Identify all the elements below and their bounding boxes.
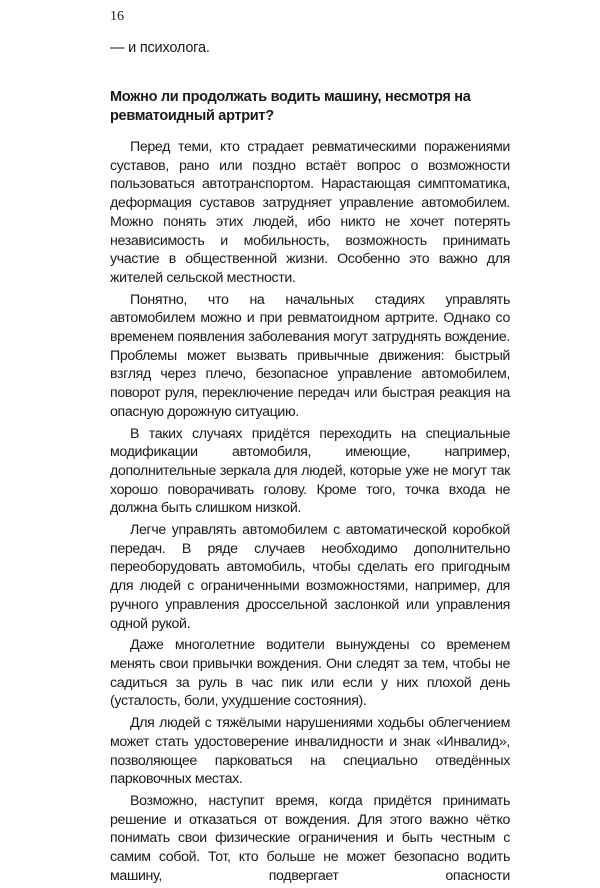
paragraph: Даже многолетние водители вынуждены со временем менять свои привычки вождения. Они следят за тем, чтобы не садиться за руль в час пик или если у них плохой день (усталость, боли, ухудшение состояния). [110,637,510,710]
paragraph: Для людей с тяжёлыми нарушениями ходьбы облегчением может стать удостоверение инвалидности и знак «Инвалид», позволяющее парковаться на специально отведённых парковочных местах. [110,715,510,788]
continued-text-line: — и психолога. [110,40,210,56]
paragraph: Легче управлять автомобилем с автоматической коробкой передач. В ряде случаев необходимо дополнительно переоборудовать автомобиль, чтобы сделать его пригодным для людей с ограниченными возможностями, например, для ручного управления дроссельной заслонкой или управления одной рукой. [110,522,510,632]
page-number: 16 [110,9,124,24]
paragraph: В таких случаях придётся переходить на специальные модификации автомобиля, имеющие, например, дополнительные зеркала для людей, которые уже не могут так хорошо поворачивать голову. Кроме того, точка входа не должна быть слишком низкой. [110,425,510,517]
body-text [110,138,510,888]
paragraph: Понятно, что на начальных стадиях управлять автомобилем можно и при ревматоидном артрите. Однако со временем появления заболевания могут затруднять вождение. Проблемы может вызвать привычные движения: быстрый взгляд через плечо, безопасное управление автомобилем, поворот руля, переключение передач или быстрая реакция на опасную дорожную ситуацию. [110,291,510,420]
section-heading: Можно ли продолжать водить машину, несмотря на ревматоидный артрит? [110,89,471,124]
paragraph: Возможно, наступит время, когда придётся принимать решение и отказаться от вождения. Для этого важно чётко понимать свои физические ограничения и быть честным с самим собой. Тот, кто больше не может безопасно водить машину, подвергает опасности [110,792,510,884]
paragraph: Перед теми, кто страдает ревматическими поражениями суставов, рано или поздно встаёт вопрос о возможности пользоваться автотранспортом. Нарастающая симптоматика, деформация суставов затрудняет управление автомобилем. Можно понять этих людей, ибо никто не хочет потерять независимость и мобильность, возможность принимать участие в общественной жизни. Особенно это важно для жителей сельской местности. [110,139,510,286]
